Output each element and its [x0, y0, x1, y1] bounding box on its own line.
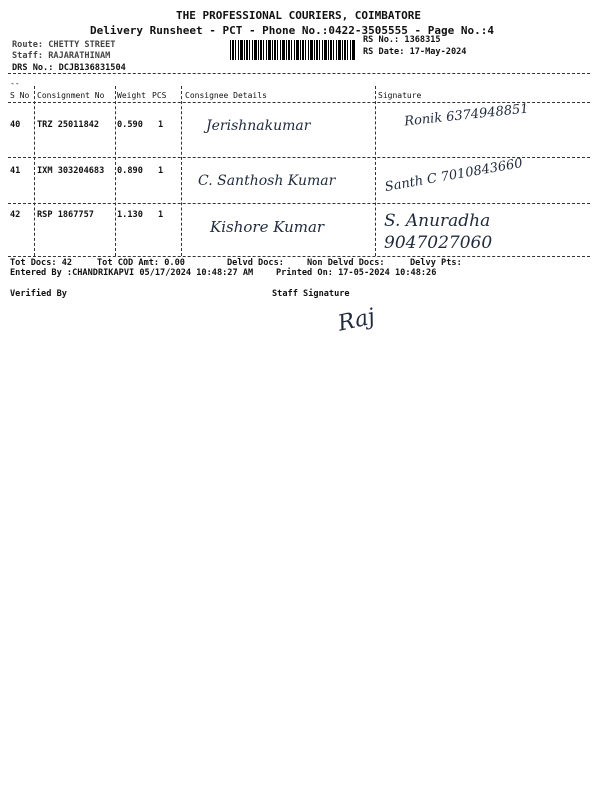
rs-date: RS Date: 17-May-2024 [363, 47, 467, 57]
divider [8, 102, 590, 103]
staff-label: Staff: RAJARATHINAM [12, 51, 111, 61]
consignee-handwriting: Kishore Kumar [210, 218, 325, 236]
rs-number: RS No.: 1368315 [363, 35, 441, 45]
printed-on: Printed On: 17-05-2024 10:48:26 [276, 268, 437, 278]
divider [8, 157, 590, 158]
company-name: THE PROFESSIONAL COURIERS, COIMBATORE [176, 9, 422, 22]
staff-signature-label: Staff Signature [272, 289, 350, 299]
table-row-pcs: 1 [158, 210, 164, 220]
column-divider [375, 86, 376, 256]
delivery-points: Delvy Pts: [410, 258, 462, 268]
runsheet-subtitle: Delivery Runsheet - PCT - Phone No.:0422-3505555 - Page No.:4 [90, 24, 494, 37]
consignee-handwriting: C. Santhosh Kumar [198, 173, 336, 189]
table-row-pcs: 1 [158, 166, 164, 176]
divider [8, 256, 590, 257]
signature-handwriting: Ronik 6374948851 [403, 101, 530, 130]
table-row-weight: 0.590 [117, 120, 143, 130]
consignee-handwriting: Jerishnakumar [206, 118, 311, 134]
table-row-sno: 41 [10, 166, 21, 176]
table-row-weight: 0.890 [117, 166, 143, 176]
dash-marker: -- [10, 79, 20, 88]
table-row-weight: 1.130 [117, 210, 143, 220]
verified-by-label: Verified By [10, 289, 67, 299]
column-divider [34, 86, 35, 256]
col-header-consignee: Consignee Details [185, 91, 267, 100]
table-row-consignment: RSP 1867757 [37, 210, 94, 220]
delivered-docs: Delvd Docs: [227, 258, 284, 268]
table-row-consignment: TRZ 25011842 [37, 120, 100, 130]
col-header-consignment: Consignment No [37, 91, 105, 100]
signature-handwriting: Santh C 7010843660 [383, 155, 524, 196]
signature-handwriting: S. Anuradha 9047027060 [384, 211, 493, 253]
table-row-consignment: IXM 303204683 [37, 166, 105, 176]
col-header-pcs: PCS [152, 91, 167, 100]
total-docs: Tot Docs: 42 [10, 258, 73, 268]
table-row-sno: 40 [10, 120, 21, 130]
entered-by: Entered By :CHANDRIKAPVI 05/17/2024 10:48:27 AM [10, 268, 254, 278]
staff-signature-handwriting: Raj [335, 304, 378, 337]
column-divider [115, 86, 116, 256]
col-header-sno: S No [10, 91, 30, 100]
col-header-signature: Signature [378, 91, 422, 100]
non-delivered-docs: Non Delvd Docs: [307, 258, 385, 268]
table-row-sno: 42 [10, 210, 21, 220]
barcode-image [230, 40, 355, 60]
total-cod-amount: Tot COD Amt: 0.00 [97, 258, 185, 268]
column-divider [181, 86, 182, 256]
divider [8, 73, 590, 74]
col-header-weight: Weight [117, 91, 146, 100]
route-label: Route: CHETTY STREET [12, 40, 116, 50]
table-row-pcs: 1 [158, 120, 164, 130]
divider [8, 203, 590, 204]
drs-number: DRS No.: DCJB136831504 [12, 63, 126, 73]
